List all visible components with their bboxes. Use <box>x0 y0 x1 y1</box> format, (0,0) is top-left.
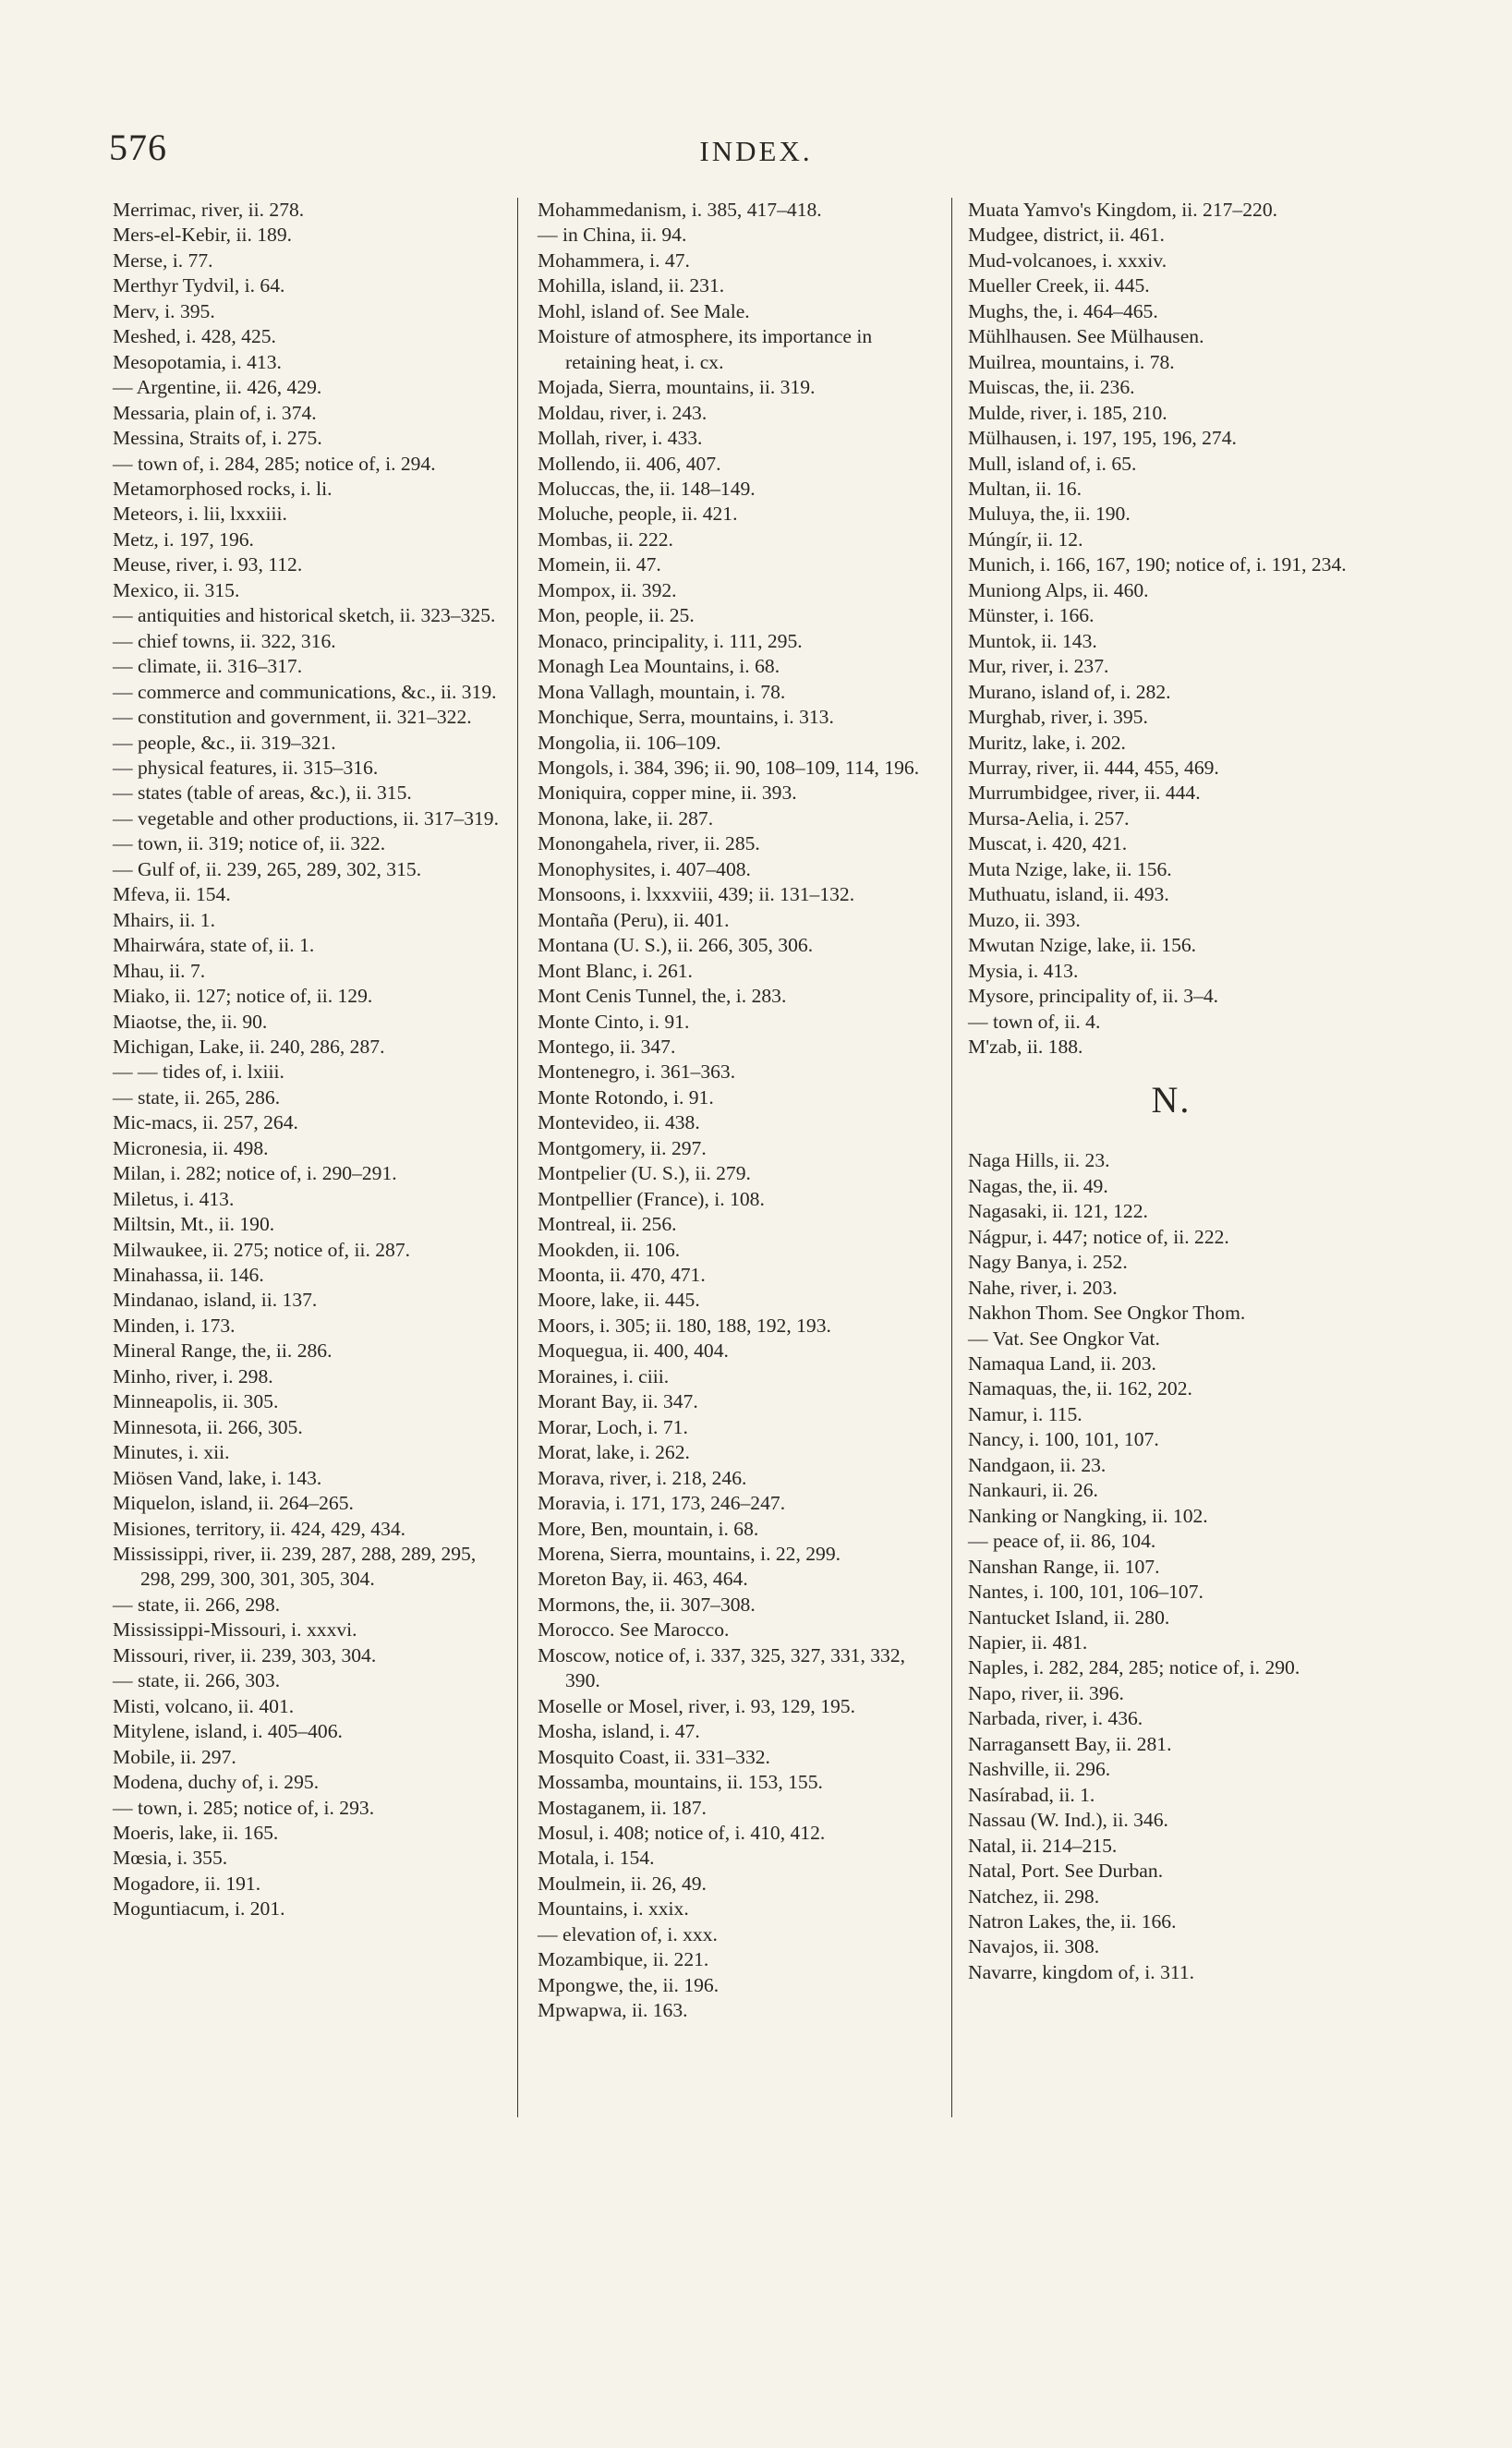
index-entry: Narbada, river, i. 436. <box>968 1707 1143 1730</box>
index-entry: Minnesota, ii. 266, 305. <box>113 1415 303 1438</box>
index-entry: Muta Nzige, lake, ii. 156. <box>968 857 1172 880</box>
index-entry: Napo, river, ii. 396. <box>968 1681 1124 1704</box>
index-entry: — peace of, ii. 86, 104. <box>968 1530 1156 1553</box>
index-entry: Missouri, river, ii. 239, 303, 304. <box>113 1643 377 1666</box>
index-entry: Muritz, lake, i. 202. <box>968 731 1126 754</box>
index-entry: Nasírabad, ii. 1. <box>968 1783 1095 1806</box>
index-entry: Montaña (Peru), ii. 401. <box>538 908 730 931</box>
index-entry: Mont Blanc, i. 261. <box>538 959 693 982</box>
index-entry: Mompox, ii. 392. <box>538 578 677 601</box>
index-entry: Merv, i. 395. <box>113 299 215 322</box>
index-entry: Natal, ii. 214–215. <box>968 1834 1118 1857</box>
index-entry: Mhairs, ii. 1. <box>113 908 215 931</box>
column-rule-1 <box>517 198 518 2117</box>
index-entry: Milwaukee, ii. 275; notice of, ii. 287. <box>113 1238 411 1261</box>
index-entry: Nagy Banya, i. 252. <box>968 1251 1128 1274</box>
index-entry: Momein, ii. 47. <box>538 553 661 576</box>
index-entry: Moselle or Mosel, river, i. 93, 129, 195. <box>538 1694 855 1717</box>
section-letter: N. <box>1151 1079 1191 1121</box>
index-entry: Multan, ii. 16. <box>968 477 1082 500</box>
index-entry: Mobile, ii. 297. <box>113 1745 236 1768</box>
index-entry: Nancy, i. 100, 101, 107. <box>968 1428 1159 1451</box>
index-entry: Muscat, i. 420, 421. <box>968 832 1128 855</box>
index-entry: Nagasaki, ii. 121, 122. <box>968 1200 1148 1223</box>
index-entry: — constitution and government, ii. 321–322. <box>113 706 472 729</box>
index-entry: Mwutan Nzige, lake, ii. 156. <box>968 934 1197 957</box>
index-entry: Navarre, kingdom of, i. 311. <box>968 1960 1195 1983</box>
index-entry: Morant Bay, ii. 347. <box>538 1390 698 1413</box>
index-entry: Mozambique, ii. 221. <box>538 1948 709 1971</box>
index-entry: Nantucket Island, ii. 280. <box>968 1606 1170 1629</box>
index-entry: Moguntiacum, i. 201. <box>113 1897 285 1921</box>
index-entry: Mohilla, island, ii. 231. <box>538 274 725 297</box>
index-entry: Moldau, river, i. 243. <box>538 401 708 424</box>
index-entry: Miösen Vand, lake, i. 143. <box>113 1466 322 1489</box>
index-entry: Monongahela, river, ii. 285. <box>538 832 760 855</box>
index-entry: Moluccas, the, ii. 148–149. <box>538 477 756 500</box>
index-entry: Monsoons, i. lxxxviii, 439; ii. 131–132. <box>538 883 855 906</box>
index-entry: M'zab, ii. 188. <box>968 1035 1083 1058</box>
index-entry: Minahassa, ii. 146. <box>113 1264 264 1287</box>
index-entry: — in China, ii. 94. <box>538 224 687 247</box>
index-entry: Mers-el-Kebir, ii. 189. <box>113 224 293 247</box>
index-entry: Montreal, ii. 256. <box>538 1213 677 1236</box>
index-entry: Mur, river, i. 237. <box>968 655 1109 678</box>
index-entry: Misti, volcano, ii. 401. <box>113 1694 295 1717</box>
index-entry: Michigan, Lake, ii. 240, 286, 287. <box>113 1035 385 1058</box>
index-entry: Muluya, the, ii. 190. <box>968 503 1131 526</box>
index-entry: Mursa-Aelia, i. 257. <box>968 806 1130 830</box>
index-entry: Merse, i. 77. <box>113 248 213 272</box>
index-entry: Mud-volcanoes, i. xxxiv. <box>968 248 1167 272</box>
index-entry: Monte Cinto, i. 91. <box>538 1010 690 1033</box>
index-entry: — town of, i. 284, 285; notice of, i. 294. <box>113 452 436 475</box>
index-entry: Montpelier (U. S.), ii. 279. <box>538 1162 751 1185</box>
index-entry: Morena, Sierra, mountains, i. 22, 299. <box>538 1543 841 1566</box>
index-entry: Natal, Port. See Durban. <box>968 1860 1164 1883</box>
index-entry: Mysore, principality of, ii. 3–4. <box>968 985 1219 1008</box>
index-entry: — elevation of, i. xxx. <box>538 1922 718 1945</box>
index-entry: Mpwapwa, ii. 163. <box>538 1999 688 2022</box>
index-entry: Moeris, lake, ii. 165. <box>113 1822 279 1844</box>
index-entry: Nassau (W. Ind.), ii. 346. <box>968 1809 1168 1832</box>
index-entry: — vegetable and other productions, ii. 317–319. <box>113 806 499 830</box>
index-entry: Monte Rotondo, i. 91. <box>538 1085 714 1109</box>
index-entry: Moniquira, copper mine, ii. 393. <box>538 782 797 805</box>
index-entry: Morava, river, i. 218, 246. <box>538 1466 747 1489</box>
index-entry: Nankauri, ii. 26. <box>968 1479 1098 1502</box>
index-entry: Mueller Creek, ii. 445. <box>968 274 1150 297</box>
index-entry: Mombas, ii. 222. <box>538 527 673 551</box>
index-entry: Muiscas, the, ii. 236. <box>968 376 1135 399</box>
index-entry: Moisture of atmosphere, its importance in retaining heat, i. cx. <box>538 325 873 373</box>
index-entry: Minneapolis, ii. 305. <box>113 1390 279 1413</box>
index-entry: Navajos, ii. 308. <box>968 1935 1100 1958</box>
index-entry: Nahe, river, i. 203. <box>968 1276 1118 1299</box>
index-entry: Murano, island of, i. 282. <box>968 680 1171 703</box>
index-entry: Mosquito Coast, ii. 331–332. <box>538 1745 770 1768</box>
index-entry: — Argentine, ii. 426, 429. <box>113 376 322 399</box>
index-entry: Meshed, i. 428, 425. <box>113 325 276 348</box>
index-entry: Munich, i. 166, 167, 190; notice of, i. 191, 234. <box>968 553 1347 576</box>
index-entry: Mulde, river, i. 185, 210. <box>968 401 1167 424</box>
index-entry: — town, i. 285; notice of, i. 293. <box>113 1796 375 1819</box>
index-entry: Moravia, i. 171, 173, 246–247. <box>538 1492 786 1515</box>
index-entry: Nandgaon, ii. 23. <box>968 1453 1107 1476</box>
index-entry: Moscow, notice of, i. 337, 325, 327, 331, 332, 390. <box>538 1643 906 1692</box>
index-entry: Mormons, the, ii. 307–308. <box>538 1593 756 1616</box>
index-entry: Meuse, river, i. 93, 112. <box>113 553 303 576</box>
index-entry: Mossamba, mountains, ii. 153, 155. <box>538 1771 823 1794</box>
index-entry: Mont Cenis Tunnel, the, i. 283. <box>538 985 787 1008</box>
index-entry: — town, ii. 319; notice of, ii. 322. <box>113 832 386 855</box>
index-entry: — town of, ii. 4. <box>968 1010 1101 1033</box>
running-head: INDEX. <box>699 135 813 167</box>
index-entry: Moluche, people, ii. 421. <box>538 503 738 526</box>
index-entry: Montego, ii. 347. <box>538 1035 676 1058</box>
index-entry: Narragansett Bay, ii. 281. <box>968 1732 1172 1755</box>
index-entry: Morocco. See Marocco. <box>538 1618 730 1642</box>
index-entry: Metz, i. 197, 196. <box>113 527 254 551</box>
index-entry: — antiquities and historical sketch, ii. 323–325. <box>113 604 496 627</box>
index-column-1 <box>113 198 510 1922</box>
index-entry: Minho, river, i. 298. <box>113 1364 273 1388</box>
index-entry: Mookden, ii. 106. <box>538 1238 681 1261</box>
index-entry: Montpellier (France), i. 108. <box>538 1187 765 1210</box>
index-entry: Miaotse, the, ii. 90. <box>113 1010 268 1033</box>
index-entry: Monaco, principality, i. 111, 295. <box>538 629 803 652</box>
index-entry: Nakhon Thom. See Ongkor Thom. <box>968 1302 1246 1325</box>
index-entry: Metamorphosed rocks, i. li. <box>113 477 333 500</box>
index-entry: — states (table of areas, &c.), ii. 315. <box>113 782 412 805</box>
index-entry: Mongolia, ii. 106–109. <box>538 731 721 754</box>
index-entry: Muthuatu, island, ii. 493. <box>968 883 1169 906</box>
index-column-2 <box>538 198 935 2024</box>
index-entry: Mesopotamia, i. 413. <box>113 350 282 373</box>
index-entry: Mountains, i. xxix. <box>538 1897 689 1921</box>
index-entry: Monchique, Serra, mountains, i. 313. <box>538 706 834 729</box>
index-entry: Miletus, i. 413. <box>113 1187 235 1210</box>
index-entry: Namur, i. 115. <box>968 1402 1083 1425</box>
index-entry: Montevideo, ii. 438. <box>538 1111 700 1134</box>
index-entry: Mhau, ii. 7. <box>113 959 206 982</box>
index-entry: Milan, i. 282; notice of, i. 290–291. <box>113 1162 397 1185</box>
index-entry: Muniong Alps, ii. 460. <box>968 578 1149 601</box>
index-entry: Muzo, ii. 393. <box>968 908 1081 931</box>
index-entry: Mona Vallagh, mountain, i. 78. <box>538 680 786 703</box>
index-entry: Moore, lake, ii. 445. <box>538 1289 700 1312</box>
index-entry: Nágpur, i. 447; notice of, ii. 222. <box>968 1225 1229 1248</box>
index-entry: Mhairwára, state of, ii. 1. <box>113 934 315 957</box>
index-entry: Natron Lakes, the, ii. 166. <box>968 1910 1177 1933</box>
index-entry: Moonta, ii. 470, 471. <box>538 1264 706 1287</box>
index-entry: Mosha, island, i. 47. <box>538 1720 700 1743</box>
index-entry: Morar, Loch, i. 71. <box>538 1415 688 1438</box>
index-entry: Misiones, territory, ii. 424, 429, 434. <box>113 1517 406 1540</box>
index-entry: Namaqua Land, ii. 203. <box>968 1352 1156 1375</box>
index-entry: Moquegua, ii. 400, 404. <box>538 1339 729 1363</box>
index-entry: Murghab, river, i. 395. <box>968 706 1148 729</box>
index-entry: Muata Yamvo's Kingdom, ii. 217–220. <box>968 199 1278 221</box>
index-entry: Moreton Bay, ii. 463, 464. <box>538 1568 748 1591</box>
index-entry: — — tides of, i. lxiii. <box>113 1060 284 1084</box>
index-entry: — chief towns, ii. 322, 316. <box>113 629 336 652</box>
index-entry: Miako, ii. 127; notice of, ii. 129. <box>113 985 373 1008</box>
index-entry: Muntok, ii. 143. <box>968 629 1097 652</box>
index-entry: Mœsia, i. 355. <box>113 1847 228 1870</box>
index-entry: Mpongwe, the, ii. 196. <box>538 1973 720 1996</box>
index-entry: Mineral Range, the, ii. 286. <box>113 1339 333 1363</box>
index-entry: — state, ii. 266, 303. <box>113 1669 281 1692</box>
index-entry: Murray, river, ii. 444, 455, 469. <box>968 756 1219 779</box>
index-entry: Morat, lake, i. 262. <box>538 1441 690 1464</box>
index-entry: Moraines, i. ciii. <box>538 1364 670 1388</box>
index-entry: Mexico, ii. 315. <box>113 578 240 601</box>
index-entry: Mississippi-Missouri, i. xxxvi. <box>113 1618 357 1642</box>
index-entry: Merthyr Tydvil, i. 64. <box>113 274 285 297</box>
index-entry: Münster, i. 166. <box>968 604 1095 627</box>
index-entry: Minden, i. 173. <box>113 1314 236 1337</box>
index-entry: Mostaganem, ii. 187. <box>538 1796 707 1819</box>
index-entry: Mudgee, district, ii. 461. <box>968 224 1165 247</box>
index-entry: Modena, duchy of, i. 295. <box>113 1771 320 1794</box>
index-entry: Mull, island of, i. 65. <box>968 452 1137 475</box>
index-entry: Minutes, i. xii. <box>113 1441 230 1464</box>
column-rule-2 <box>951 198 952 2117</box>
index-entry: Mojada, Sierra, mountains, ii. 319. <box>538 376 816 399</box>
index-entry: Mughs, the, i. 464–465. <box>968 299 1158 322</box>
index-entry: Mollah, river, i. 433. <box>538 427 703 450</box>
index-entry: More, Ben, mountain, i. 68. <box>538 1517 759 1540</box>
index-entry: — climate, ii. 316–317. <box>113 655 303 678</box>
index-entry: Murrumbidgee, river, ii. 444. <box>968 782 1201 805</box>
index-entry: Nanking or Nangking, ii. 102. <box>968 1504 1208 1527</box>
index-entry: Muilrea, mountains, i. 78. <box>968 350 1175 373</box>
index-entry: Montgomery, ii. 297. <box>538 1136 707 1159</box>
index-entry: Moors, i. 305; ii. 180, 188, 192, 193. <box>538 1314 831 1337</box>
index-entry: Nagas, the, ii. 49. <box>968 1174 1108 1197</box>
index-entry: Mindanao, island, ii. 137. <box>113 1289 318 1312</box>
index-entry: Nashville, ii. 296. <box>968 1758 1111 1781</box>
index-entry: Múngír, ii. 12. <box>968 527 1083 551</box>
index-entry: Mollendo, ii. 406, 407. <box>538 452 721 475</box>
index-entry: — state, ii. 265, 286. <box>113 1085 281 1109</box>
index-entry: Mongols, i. 384, 396; ii. 90, 108–109, 114, 196. <box>538 756 920 779</box>
index-entry: Natchez, ii. 298. <box>968 1884 1100 1908</box>
index-entry: Moulmein, ii. 26, 49. <box>538 1872 707 1895</box>
index-entry: Merrimac, river, ii. 278. <box>113 199 305 221</box>
index-entry: Mfeva, ii. 154. <box>113 883 231 906</box>
index-entry: Miquelon, island, ii. 264–265. <box>113 1492 354 1515</box>
index-entry: — Gulf of, ii. 239, 265, 289, 302, 315. <box>113 857 422 880</box>
index-entry: Mohammedanism, i. 385, 417–418. <box>538 199 822 221</box>
index-entry: Naples, i. 282, 284, 285; notice of, i. 290. <box>968 1656 1300 1679</box>
index-entry: Nantes, i. 100, 101, 106–107. <box>968 1581 1204 1604</box>
index-entry: Naga Hills, ii. 23. <box>968 1149 1110 1172</box>
index-entry: Napier, ii. 481. <box>968 1631 1088 1654</box>
index-entry: Nanshan Range, ii. 107. <box>968 1555 1160 1578</box>
index-entry: Mitylene, island, i. 405–406. <box>113 1720 343 1743</box>
index-entry: Messaria, plain of, i. 374. <box>113 401 317 424</box>
index-entry: Mohl, island of. See Male. <box>538 299 750 322</box>
index-entry: Messina, Straits of, i. 275. <box>113 427 322 450</box>
index-entry: Namaquas, the, ii. 162, 202. <box>968 1377 1192 1400</box>
index-entry: Mississippi, river, ii. 239, 287, 288, 289, 295, 298, 299, 300, 301, 305, 304. <box>113 1543 477 1591</box>
index-entry: Meteors, i. lii, lxxxiii. <box>113 503 287 526</box>
index-entry: Mic-macs, ii. 257, 264. <box>113 1111 298 1134</box>
index-entry: Mosul, i. 408; notice of, i. 410, 412. <box>538 1822 826 1844</box>
index-entry: Micronesia, ii. 498. <box>113 1136 269 1159</box>
index-entry: — state, ii. 266, 298. <box>113 1593 281 1616</box>
index-entry: Miltsin, Mt., ii. 190. <box>113 1213 275 1236</box>
index-entry: Monona, lake, ii. 287. <box>538 806 714 830</box>
index-entry: Mogadore, ii. 191. <box>113 1872 261 1895</box>
index-entry: Mühlhausen. See Mülhausen. <box>968 325 1204 348</box>
index-entry: Montana (U. S.), ii. 266, 305, 306. <box>538 934 814 957</box>
index-entry: — Vat. See Ongkor Vat. <box>968 1327 1160 1350</box>
index-entry: — physical features, ii. 315–316. <box>113 756 379 779</box>
index-entry: Mysia, i. 413. <box>968 959 1079 982</box>
index-entry: Monagh Lea Mountains, i. 68. <box>538 655 780 678</box>
index-entry: Motala, i. 154. <box>538 1847 655 1870</box>
index-entry: Montenegro, i. 361–363. <box>538 1060 736 1084</box>
index-entry: — people, &c., ii. 319–321. <box>113 731 336 754</box>
index-entry: Mülhausen, i. 197, 195, 196, 274. <box>968 427 1237 450</box>
page-number: 576 <box>109 127 167 168</box>
index-column-3 <box>968 198 1374 1985</box>
index-entry: Mon, people, ii. 25. <box>538 604 695 627</box>
index-entry: Monophysites, i. 407–408. <box>538 857 751 880</box>
index-entry: — commerce and communications, &c., ii. 319. <box>113 680 497 703</box>
index-entry: Mohammera, i. 47. <box>538 248 690 272</box>
